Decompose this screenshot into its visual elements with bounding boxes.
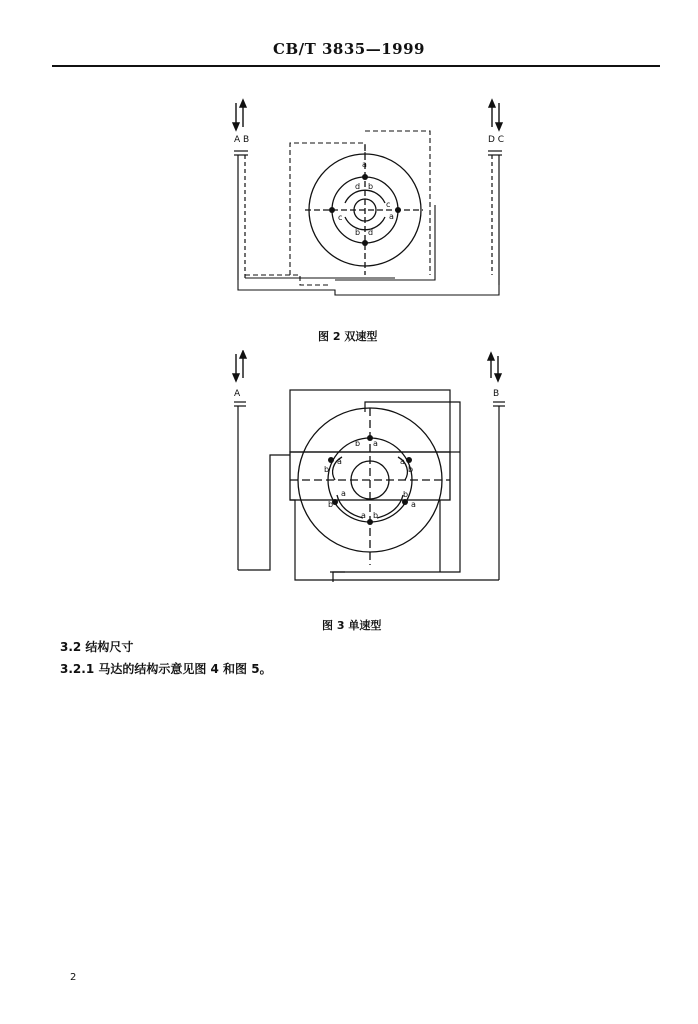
figure-2-caption: 图 2 双速型 <box>318 330 378 343</box>
figure3-label-a1: a <box>373 439 378 448</box>
figure3-label-b1: b <box>355 439 361 448</box>
figure2-label-a1: a <box>362 160 367 169</box>
figure2-label-d1: d <box>355 182 361 191</box>
figure3-port-left-label: A <box>234 389 241 399</box>
figure3-label-a2: a <box>337 457 342 466</box>
figure2-label-c2: c <box>386 200 391 209</box>
figure3-label-b5: b <box>403 490 409 499</box>
figure3-port-right-label: B <box>493 389 500 399</box>
figure3-label-b6: b <box>373 511 379 520</box>
section-paragraph: 3.2.1 马达的结构示意见图 4 和图 5。 <box>60 662 272 676</box>
figure2-label-b1: b <box>368 182 374 191</box>
port-arrows-left <box>233 100 246 130</box>
figure2-port-left-label: A B <box>234 135 250 145</box>
figure-3-diagram <box>225 350 525 590</box>
figure3-label-b4: b <box>328 500 334 509</box>
figure2-label-b2: b <box>355 228 361 237</box>
figure2-label-c1: c <box>338 213 343 222</box>
figure3-label-b2: b <box>324 465 330 474</box>
section-heading: 3.2 结构尺寸 <box>60 640 134 654</box>
figure-3-caption: 图 3 单速型 <box>322 619 382 632</box>
figure3-label-a3: a <box>400 457 405 466</box>
figure3-label-b3: b <box>408 465 414 474</box>
figure2-label-a2: a <box>389 212 394 221</box>
header-rule <box>52 65 660 67</box>
page-header: CB/T 3835—1999 <box>273 40 425 58</box>
figure3-label-a5: a <box>411 500 416 509</box>
figure2-label-d2: d <box>368 228 374 237</box>
figure2-port-right-label: D C <box>488 135 505 145</box>
figure3-label-a6: a <box>361 511 366 520</box>
page-number: 2 <box>70 972 77 983</box>
figure3-label-a4: a <box>341 489 346 498</box>
figure-2-diagram <box>225 95 525 305</box>
